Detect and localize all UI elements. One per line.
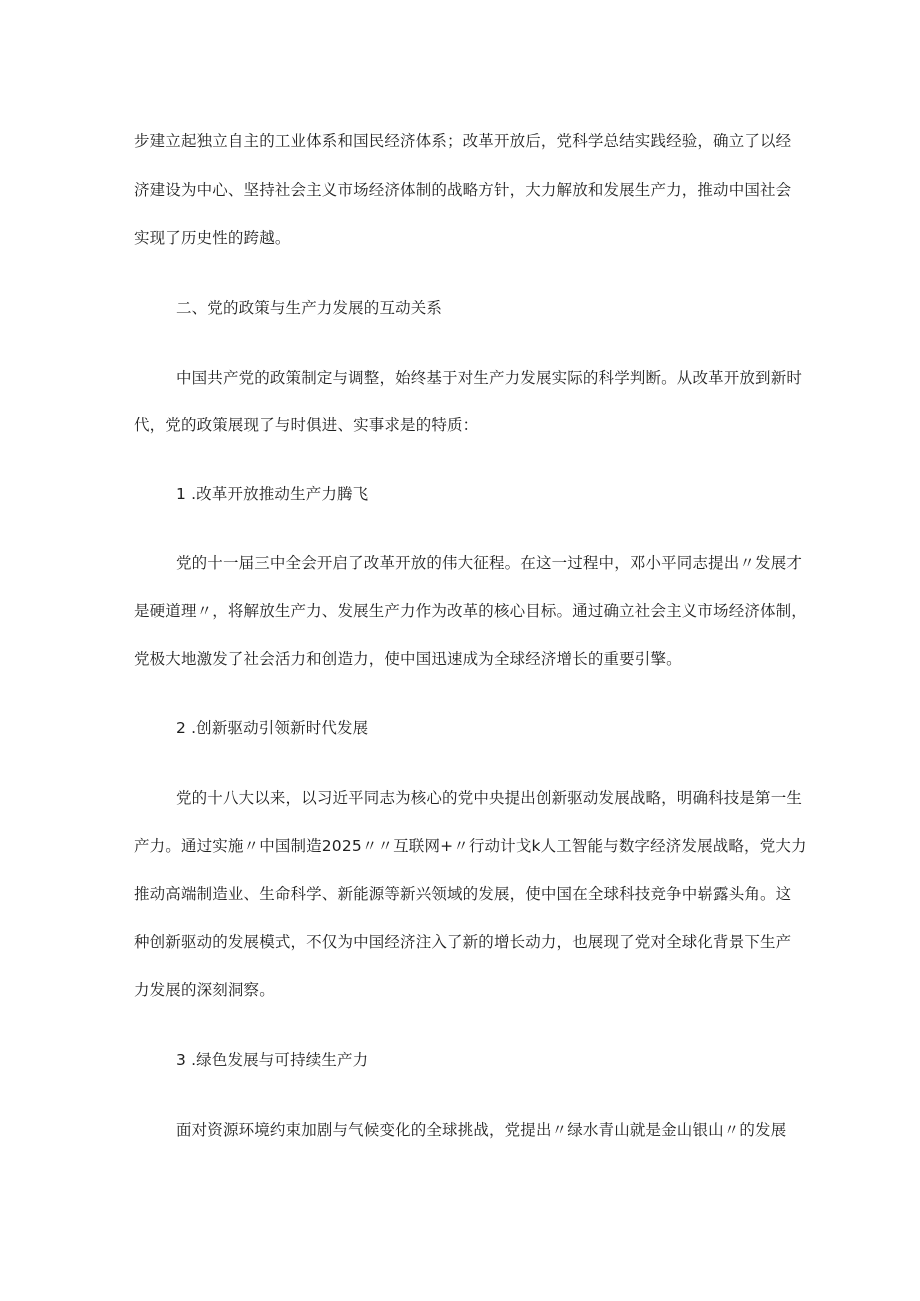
subsection-heading: 1 .改革开放推动生产力腾飞 [176,485,369,503]
paragraph-line: 推动高端制造业、生命科学、新能源等新兴领域的发展，使中国在全球科技竞争中崭露头角。这 [134,885,792,903]
paragraph-line: 代，党的政策展现了与时俱进、实事求是的特质： [134,416,479,434]
paragraph-line: 步建立起独立自主的工业体系和国民经济体系；改革开放后，党科学总结实践经验，确立了以经 [134,132,792,150]
paragraph-line: 是硬道理〃，将解放生产力、发展生产力作为改革的核心目标。通过确立社会主义市场经济体制， [134,602,807,620]
subsection-heading: 2 .创新驱动引领新时代发展 [176,719,369,737]
paragraph-line: 种创新驱动的发展模式，不仅为中国经济注入了新的增长动力，也展现了党对全球化背景下生产 [134,933,792,951]
paragraph-line: 党的十八大以来，以习近平同志为核心的党中央提出创新驱动发展战略，明确科技是第一生 [176,789,803,807]
section-heading: 二、党的政策与生产力发展的互动关系 [176,299,443,317]
paragraph-line: 中国共产党的政策制定与调整，始终基于对生产力发展实际的科学判断。从改革开放到新时 [176,369,803,387]
paragraph-line: 党的十一届三中全会开启了改革开放的伟大征程。在这一过程中，邓小平同志提出〃发展才 [176,554,803,572]
subsection-heading: 3 .绿色发展与可持续生产力 [176,1051,369,1069]
paragraph-line: 产力。通过实施〃中国制造2025〃〃互联网+〃行动计戈k人工智能与数字经济发展战略，党大力 [134,837,807,855]
paragraph-line: 实现了历史性的跨越。 [134,229,291,247]
paragraph-line: 济建设为中心、坚持社会主义市场经济体制的战略方针，大力解放和发展生产力，推动中国社会 [134,181,792,199]
paragraph-line: 面对资源环境约束加剧与气候变化的全球挑战，党提出〃绿水青山就是金山银山〃的发展 [176,1121,787,1139]
paragraph-line: 力发展的深刻洞察。 [134,981,275,999]
paragraph-line: 党极大地激发了社会活力和创造力，使中国迅速成为全球经济增长的重要引擎。 [134,650,682,668]
